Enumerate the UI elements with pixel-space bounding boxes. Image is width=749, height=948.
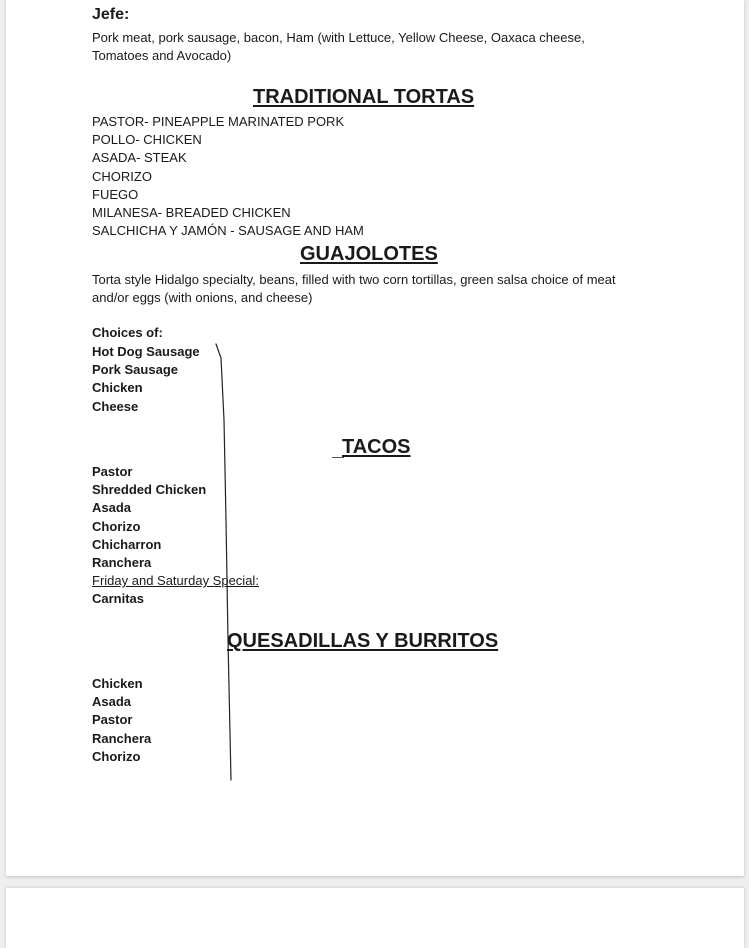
traditional-tortas-heading: TRADITIONAL TORTAS [253,86,475,108]
taco-item: Pastor [92,464,133,479]
taco-item: Asada [92,500,132,516]
quesadilla-item: Pastor [92,712,133,728]
choice-item: Pork Sausage [92,362,178,378]
quesadillas-burritos-heading: QUESADILLAS Y BURRITOS [227,630,499,652]
taco-item: Chorizo [92,518,141,534]
special-item: Carnitas [92,591,145,606]
document-page-1 [6,0,744,876]
taco-item: Chicharron [92,536,162,552]
choice-item: Chicken [92,380,143,396]
document-page-2 [6,888,744,948]
torta-item: SALCHICHA Y JAMÓN - SAUSAGE AND HAM [92,223,364,239]
quesadilla-item: Chorizo [92,748,141,764]
quesadilla-item: Ranchera [92,730,152,746]
jefe-description: Pork meat, pork sausage, bacon, Ham (with Lettuce, Yellow Cheese, Oaxaca cheese, Tomatoes and Avocado) [92,30,585,63]
torta-item: FUEGO [92,186,139,202]
torta-item: CHORIZO [92,168,152,184]
quesadilla-item: Chicken [92,676,143,691]
tacos-heading: TACOS [342,436,411,458]
taco-item: Shredded Chicken [92,482,207,498]
special-label: Friday and Saturday Special: [92,573,259,588]
guajolotes-description: Torta style Hidalgo specialty, beans, filled with two corn tortillas, green salsa choice of meat and/or eggs (with onions, and cheese) [92,272,616,305]
choice-item: Cheese [92,398,139,414]
torta-item: ASADA- STEAK [92,150,187,166]
choice-item: Hot Dog Sausage [92,344,200,359]
choices-label: Choices of: [92,325,163,340]
quesadilla-item: Asada [92,694,132,710]
torta-item: PASTOR- PINEAPPLE MARINATED PORK [92,114,345,129]
taco-item: Ranchera [92,555,152,571]
torta-item: MILANESA- BREADED CHICKEN [92,205,291,221]
jefe-title: Jefe: [92,6,130,23]
torta-item: POLLO- CHICKEN [92,132,202,148]
guajolotes-heading: GUAJOLOTES [300,243,438,265]
pen-mark-line [6,0,744,876]
